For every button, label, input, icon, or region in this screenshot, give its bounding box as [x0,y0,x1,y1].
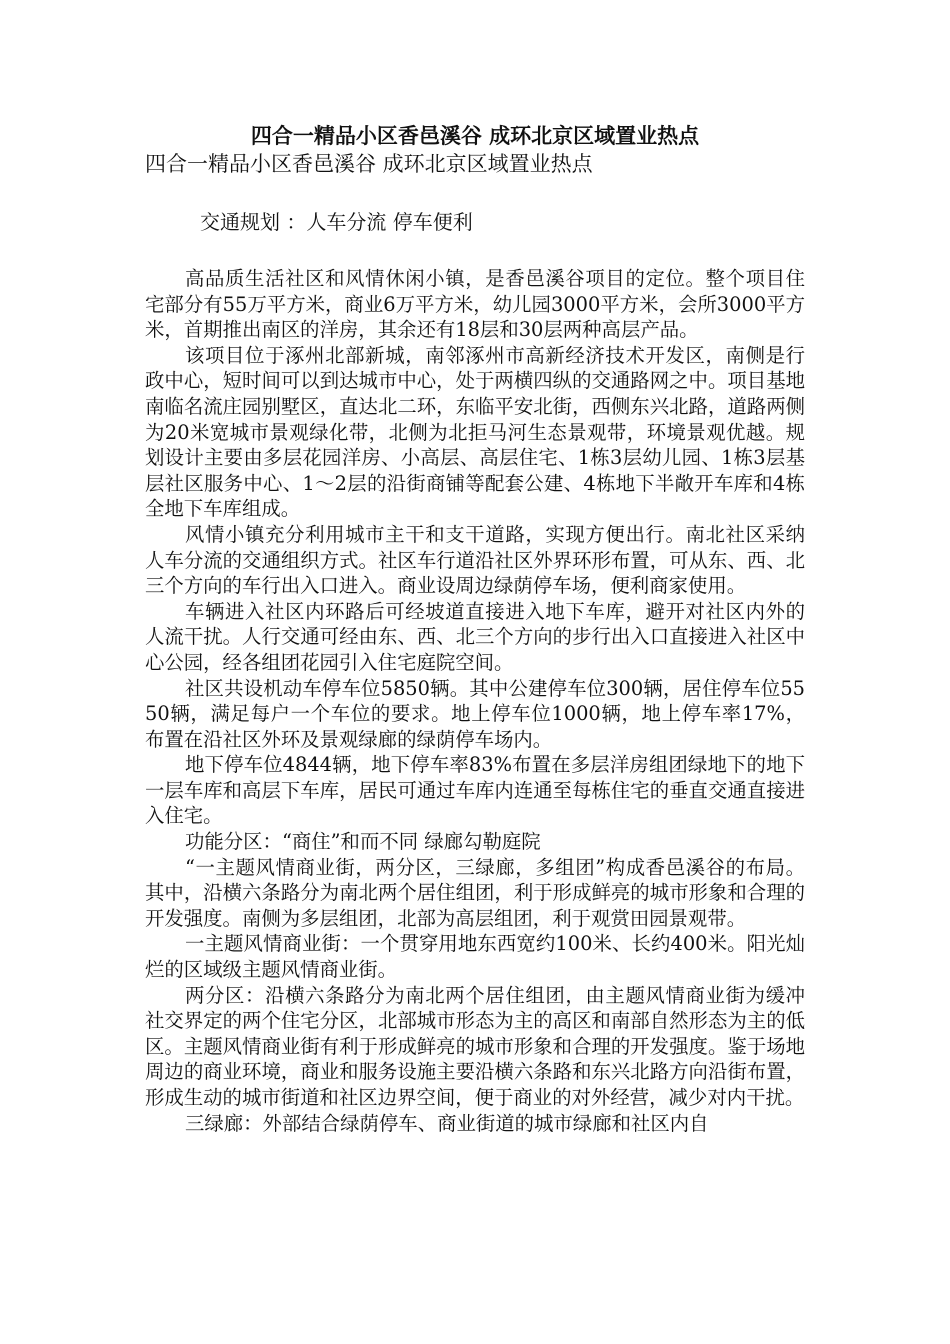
paragraph-underground-parking: 地下停车位4844辆，地下停车率83%布置在多层洋房组团绿地下的地下一层车库和高层下车库，居民可通过车库内连通至每栋住宅的垂直交通直接进入住宅。 [145,753,805,828]
document-page [145,122,805,1136]
section-heading: 交通规划 ：人车分流 停车便利 [200,210,473,234]
document-title: 四合一精品小区香邑溪谷 成环北京区域置业热点 [250,123,700,148]
paragraph-location: 该项目位于涿州北部新城，南邻涿州市高新经济技术开发区，南侧是行政中心，短时间可以到达城市中心，处于两横四纵的交通路网之中。项目基地南临名流庄园别墅区，直达北二环，东临平安北街，西侧东兴北路，道路两侧为20米宽城市景观绿化带，北侧为北拒马河生态景观带，环境景观优越。规划设计主要由多层花园洋房、小高层、高层住宅、1栋3层幼儿园、1栋3层基层社区服务中心、1～2层的沿街商铺等配套公建、4栋地下半敞开车库和4栋全地下车库组成。 [145,343,805,521]
paragraph-positioning: 高品质生活社区和风情休闲小镇，是香邑溪谷项目的定位。整个项目住宅部分有55万平方米，商业6万平方米，幼儿园3000平方米，会所3000平方米，首期推出南区的洋房，其余还有18层和30层两种高层产品。 [145,267,805,342]
paragraph-vehicles: 车辆进入社区内环路后可经坡道直接进入地下车库，避开对社区内外的人流干扰。人行交通可经由东、西、北三个方向的步行出入口直接进入社区中心公园，经各组团花园引入住宅庭院空间。 [145,599,805,674]
paragraph-commercial-street: 一主题风情商业街：一个贯穿用地东西宽约100米、长约400米。阳光灿烂的区域级主题风情商业街。 [145,932,805,982]
paragraph-two-zones: 两分区：沿横六条路分为南北两个居住组团，由主题风情商业街为缓冲社交界定的两个住宅分区，北部城市形态为主的高区和南部自然形态为主的低区。主题风情商业街有利于形成鲜亮的城市形象和合理的开发强度。鉴于场地周边的商业环境，商业和服务设施主要沿横六条路和东兴北路方向沿街布置，形成生动的城市街道和社区边界空间，便于商业的对外经营，减少对内干扰。 [145,983,805,1109]
document-subtitle: 四合一精品小区香邑溪谷 成环北京区域置业热点 [145,152,593,176]
paragraph-function-zoning: 功能分区：“商住”和而不同 绿廊勾勒庭院 [185,830,541,854]
paragraph-three-green-corridors: 三绿廊：外部结合绿荫停车、商业街道的城市绿廊和社区内自 [185,1111,709,1135]
paragraph-layout: “一主题风情商业街，两分区，三绿廊，多组团”构成香邑溪谷的布局。其中，沿横六条路分为南北两个居住组团，利于形成鲜亮的城市形象和合理的开发强度。南侧为多层组团，北部为高层组团，利于观赏田园景观带。 [145,855,805,930]
paragraph-parking-total: 社区共设机动车停车位5850辆。其中公建停车位300辆，居住停车位5550辆，满足每户一个车位的要求。地上停车位1000辆，地上停车率17%，布置在沿社区外环及景观绿廊的绿荫停车场内。 [145,676,805,751]
paragraph-traffic: 风情小镇充分利用城市主干和支干道路，实现方便出行。南北社区采纳人车分流的交通组织方式。社区车行道沿社区外界环形布置，可从东、西、北三个方向的车行出入口进入。商业设周边绿荫停车场，便利商家使用。 [145,522,805,598]
document-body [145,266,805,1136]
